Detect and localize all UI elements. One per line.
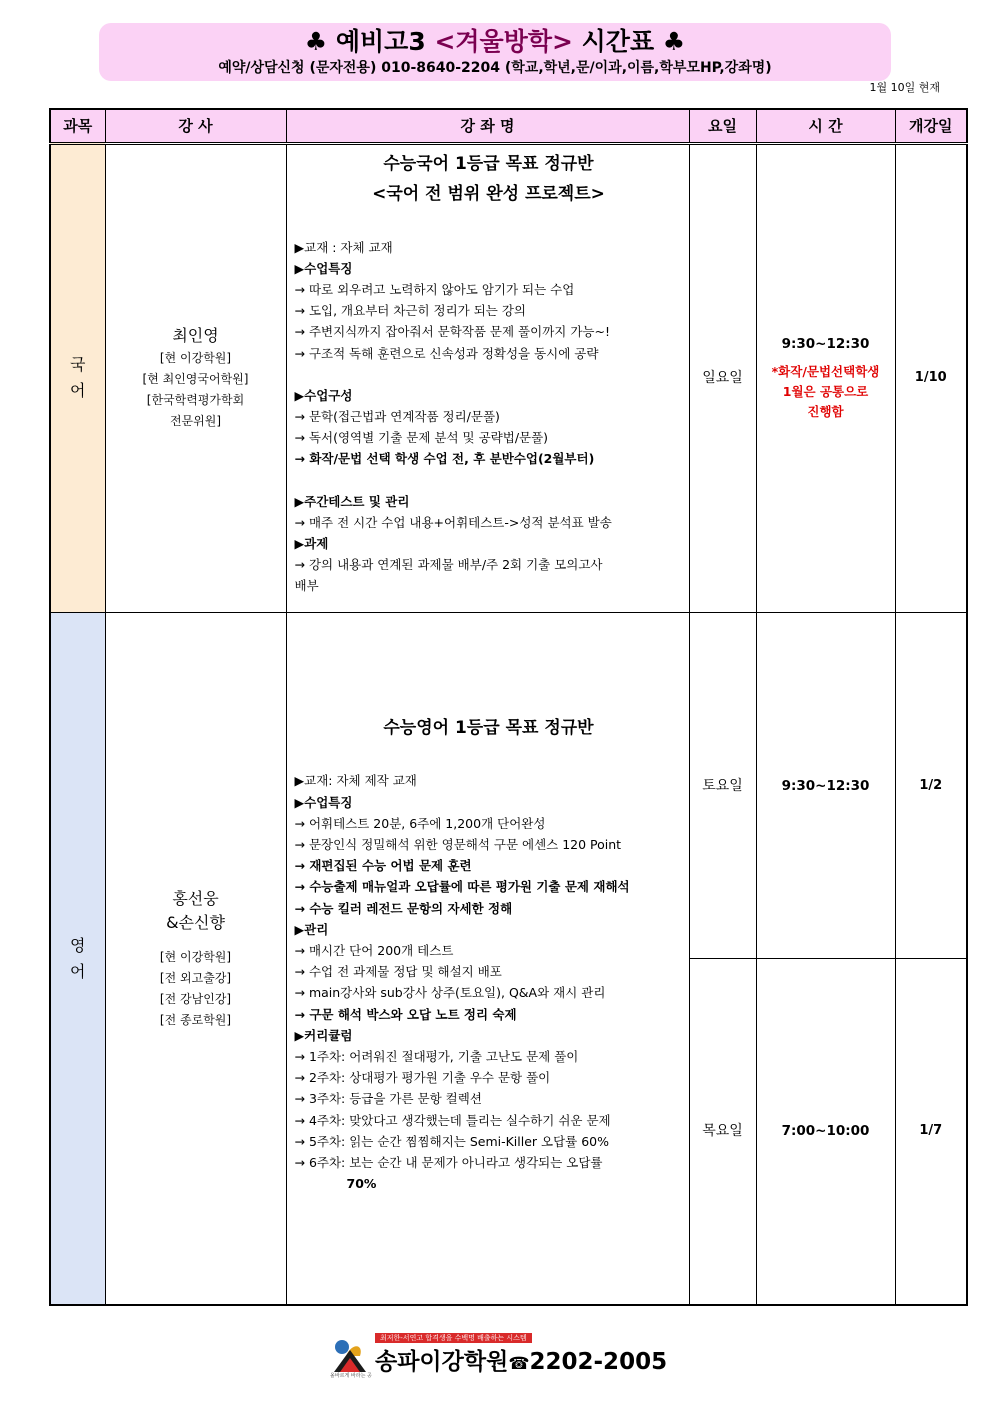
title-season: <겨울방학> [434,27,573,56]
detail-line: → 매주 전 시간 수업 내용+어휘테스트->성적 분석표 발송 [294,514,612,530]
title-banner [99,23,891,81]
detail-line: ▶주간테스트 및 관리 [294,493,410,509]
course-subtitle: <국어 전 범위 완성 프로젝트> [372,183,605,204]
detail-line: ▶수업특징 [294,260,353,276]
schedule-table [49,108,968,1306]
teacher-name: 홍선웅 [172,888,219,908]
teacher-credential: [전 종로학원] [159,1012,232,1027]
phone-number: 2202-2005 [529,1349,668,1375]
korean-row [50,143,967,613]
detail-line: → 문학(접근법과 연계작품 정리/문풀) [294,408,500,424]
teacher-korean [105,143,286,613]
detail-line: → 2주차: 상대평가 평가원 기출 우수 문항 풀이 [294,1070,551,1086]
detail-line: → 3주차: 등급을 가른 문항 컬렉션 [294,1091,482,1107]
header-subject: 과목 [50,109,105,143]
time-note: 1월은 공통으로 [782,384,869,400]
class-time: 9:30~12:30 [781,336,870,353]
teacher-name: &손신향 [166,912,225,932]
detail-line: → 화작/문법 선택 학생 수업 전, 후 분반수업(2월부터) [294,451,595,467]
course-title: 수능영어 1등급 목표 정규반 [383,718,594,739]
academy-name: 송파이강학원 [375,1349,509,1375]
detail-line: → 수능 킬러 레전드 문항의 자세한 정해 [294,900,513,916]
detail-line: ▶교재: 자체 제작 교재 [294,773,417,789]
detail-line: ▶관리 [294,921,329,937]
detail-line: ▶수업특징 [294,794,353,810]
teacher-credential: [한국학력평가학회 [146,393,245,408]
day-english-1: 토요일 [689,613,756,959]
detail-line: → 1주차: 어려워진 절대평가, 기출 고난도 문제 풀이 [294,1048,579,1064]
time-english-2: 7:00~10:00 [756,958,895,1305]
open-date-korean: 1/10 [895,143,967,613]
logo-caption: 올바르게 바라는 공 [330,1373,372,1379]
title-suffix: 시간표 ♣ [572,27,686,56]
detail-line: ▶교재 : 자체 교재 [294,239,393,255]
time-note: *화작/문법선택학생 [771,364,880,380]
subject-english: 영 어 [50,613,105,1305]
detail-line: → 문장인식 정밀해석 위한 영문해석 구문 에센스 120 Point [294,836,622,852]
english-row-1 [50,613,967,959]
as-of-date: 1월 10일 현재 [869,81,940,94]
open-date-english-1: 1/2 [895,613,967,959]
course-details [295,770,683,1194]
teacher-credential: [현 이강학원] [159,949,232,964]
detail-line: → main강사와 sub강사 상주(토요일), Q&A와 재시 관리 [294,985,606,1001]
detail-line: → 강의 내용과 연계된 과제물 배부/주 2회 기출 모의고사 [294,557,603,573]
course-details [295,237,683,597]
teacher-name: 최인영 [172,326,219,346]
day-korean: 일요일 [689,143,756,613]
header-course: 강 좌 명 [286,109,689,143]
detail-line: → 구조적 독해 훈련으로 신속성과 정확성을 동시에 공략 [294,345,599,361]
course-title: 수능국어 1등급 목표 정규반 [383,153,594,174]
detail-line: 배부 [294,578,319,594]
open-date-english-2: 1/7 [895,958,967,1305]
detail-line: → 4주차: 맞았다고 생각했는데 틀리는 실수하기 쉬운 문제 [294,1112,611,1128]
subject-korean: 국 어 [50,143,105,613]
detail-line: → 매시간 단어 200개 테스트 [294,942,454,958]
time-korean [756,143,895,613]
course-korean [286,143,689,613]
detail-line: ▶수업구성 [294,387,353,403]
detail-line: ▶커리큘럼 [294,1027,353,1043]
teacher-credential: [현 최인영국어학원] [142,372,249,387]
detail-line: → 주변지식까지 잡아줘서 문학작품 문제 풀이까지 가능~! [294,324,610,340]
time-note: 진행함 [807,404,844,420]
title-prefix: ♣ 예비고3 [304,27,435,56]
academy-logo-icon [330,1334,370,1374]
detail-line: → 따로 외우려고 노력하지 않아도 암기가 되는 수업 [294,281,575,297]
detail-line: → 도입, 개요부터 차근히 정리가 되는 강의 [294,303,526,319]
detail-line: ▶과제 [294,535,329,551]
phone-icon: ☎ [508,1354,530,1374]
detail-line: → 구문 해석 박스와 오답 노트 정리 숙제 [294,1006,517,1022]
detail-line: → 수업 전 과제물 정답 및 해설지 배포 [294,964,502,980]
teacher-credential: 전문위원] [169,414,222,429]
header-day: 요일 [689,109,756,143]
contact-subtitle: 예약/상담신청 (문자전용) 010-8640-2204 (학교,학년,문/이과,이름,학부모HP,강좌명) [218,60,772,76]
detail-line: → 수능출제 매뉴얼과 오답률에 따른 평가원 기출 문제 재해석 [294,879,630,895]
teacher-english [105,613,286,1305]
teacher-credential: [현 이강학원] [159,351,232,366]
course-english [286,613,689,1305]
teacher-credential: [전 강남인강] [159,991,232,1006]
detail-line: → 재편집된 수능 어법 문제 훈련 [294,858,472,874]
header-teacher: 강 사 [105,109,286,143]
time-english-1: 9:30~12:30 [756,613,895,959]
detail-line: → 6주차: 보는 순간 내 문제가 아니라고 생각되는 오답률 [294,1154,603,1170]
table-header-row [50,109,967,143]
academy-footer [330,1332,670,1380]
header-open-date: 개강일 [895,109,967,143]
header-time: 시 간 [756,109,895,143]
detail-line: 70% [346,1176,377,1192]
detail-line: → 5주차: 읽는 순간 찜찜해지는 Semi-Killer 오답률 60% [294,1133,610,1149]
academy-contact [375,1347,667,1379]
academy-slogan: 최저한-서연고 합격생을 수백명 배출하는 시스템 [375,1333,532,1343]
detail-line: → 독서(영역별 기출 문제 분석 및 공략법/문풀) [294,430,549,446]
detail-line: → 어휘테스트 20분, 6주에 1,200개 단어완성 [294,815,546,831]
day-english-2: 목요일 [689,958,756,1305]
teacher-credential: [전 외고출강] [159,970,232,985]
page-title [99,27,891,57]
